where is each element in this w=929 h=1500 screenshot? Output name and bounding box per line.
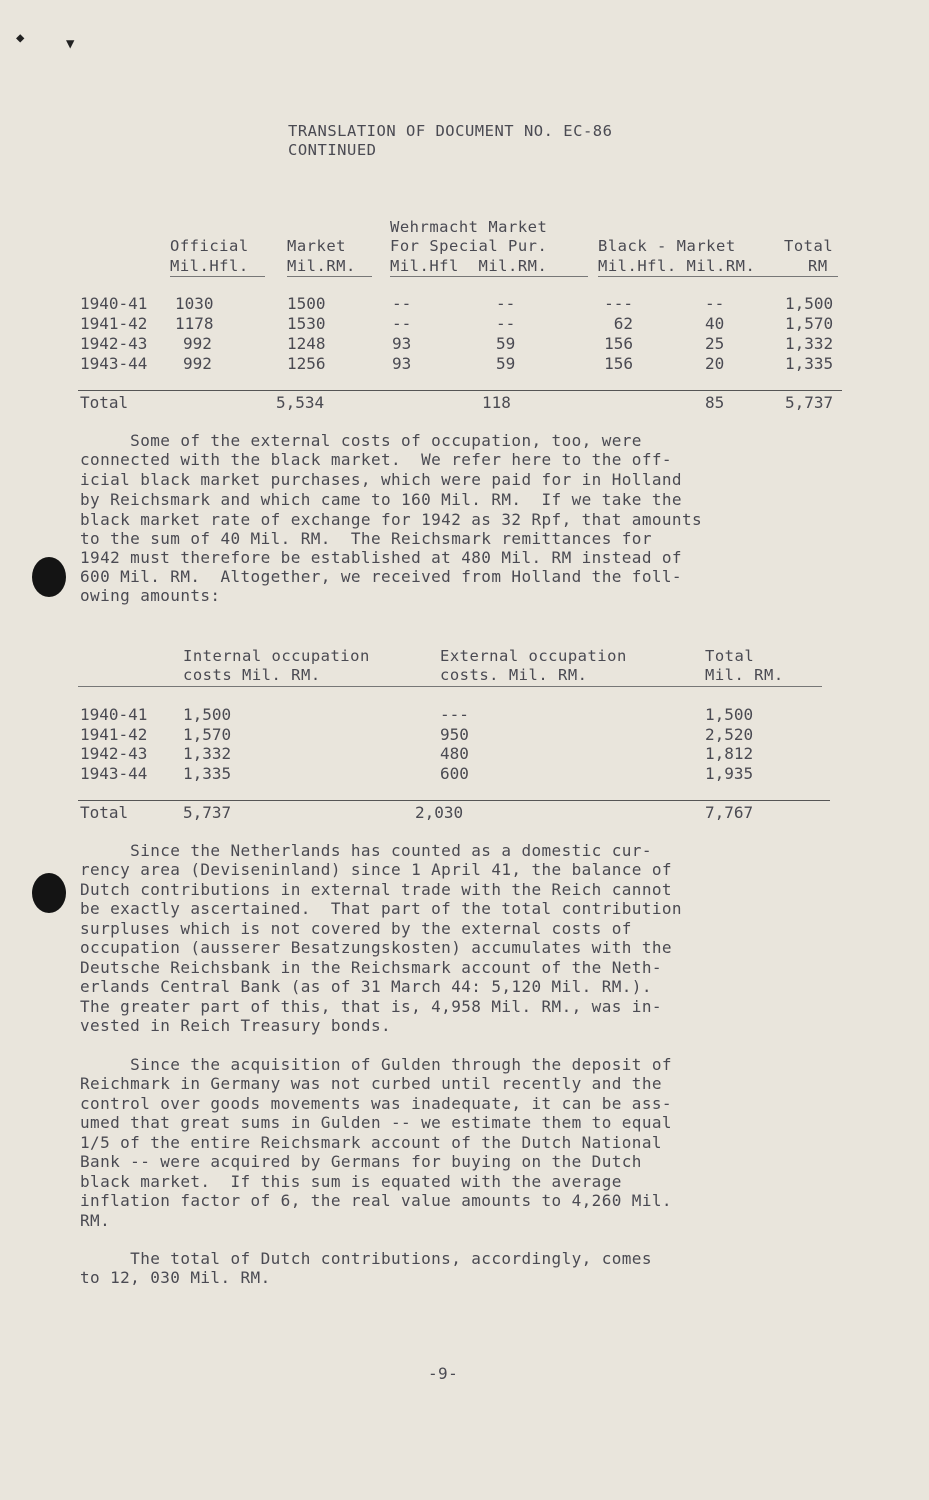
text-line: connected with the black market. We refer here to the off- xyxy=(80,450,672,469)
document-subtitle: CONTINUED xyxy=(288,141,377,159)
t1-cell-bm-hfl: 156 xyxy=(604,334,633,353)
t2-col2-header-line1: External occupation xyxy=(440,647,627,665)
t1-header-underline-4 xyxy=(598,276,838,277)
t2-cell-external: --- xyxy=(440,705,469,724)
t1-cell-wm-rm: 59 xyxy=(496,354,516,373)
text-line: icial black market purchases, which were paid for in Holland xyxy=(80,470,682,489)
t1-cell-official: 992 xyxy=(183,334,212,353)
t1-cell-wm-rm: -- xyxy=(496,294,516,313)
t1-total-wehrmacht: 118 xyxy=(482,393,511,412)
t2-cell-external: 480 xyxy=(440,744,469,763)
text-line: The greater part of this, that is, 4,958 Mil. RM., was in- xyxy=(80,997,662,1016)
t2-col1-header-line2: costs Mil. RM. xyxy=(183,666,321,684)
t1-cell-bm-hfl: 156 xyxy=(604,354,633,373)
t1-total-label: Total xyxy=(80,393,129,412)
t1-cell-market: 1256 xyxy=(287,354,326,373)
t1-total-market: 5,534 xyxy=(276,393,325,412)
t1-cell-year: 1942-43 xyxy=(80,334,148,353)
punch-hole-top xyxy=(32,557,66,597)
t2-total-total: 7,767 xyxy=(705,803,754,822)
text-line: Deutsche Reichsbank in the Reichsmark account of the Neth- xyxy=(80,958,662,977)
t1-cell-bm-rm: 20 xyxy=(705,354,725,373)
t2-cell-internal: 1,332 xyxy=(183,744,232,763)
t1-col1-header-line1: Official xyxy=(170,237,249,255)
t1-col2-header-line2: Mil.RM. xyxy=(287,257,356,275)
t1-cell-wm-rm: 59 xyxy=(496,334,516,353)
t1-cell-official: 1030 xyxy=(175,294,214,313)
t1-col3-header-line1: Wehrmacht Market xyxy=(390,218,548,236)
text-line: black market. If this sum is equated with the average xyxy=(80,1172,622,1191)
t2-cell-total: 2,520 xyxy=(705,724,754,744)
text-line: Since the Netherlands has counted as a domestic cur- xyxy=(80,841,652,860)
text-line: Bank -- were acquired by Germans for buying on the Dutch xyxy=(80,1152,642,1171)
t1-cell-bm-rm: -- xyxy=(705,294,725,313)
text-line: Since the acquisition of Gulden through the deposit of xyxy=(80,1055,672,1074)
text-line: Dutch contributions in external trade with the Reich cannot xyxy=(80,880,672,899)
text-line: Some of the external costs of occupation, too, were xyxy=(80,431,642,450)
t1-cell-wm-rm: -- xyxy=(496,314,516,333)
t1-col3-header-line2: For Special Pur. xyxy=(390,237,548,255)
t1-header-underline-1 xyxy=(170,276,265,277)
t2-cell-total: 1,500 xyxy=(705,705,754,724)
t1-total-black-market: 85 xyxy=(705,393,725,412)
text-line: control over goods movements was inadequate, it can be ass- xyxy=(80,1094,672,1113)
t1-col2-header-line1: Market xyxy=(287,237,346,255)
t2-cell-year: 1943-44 xyxy=(80,763,148,783)
text-line: owing amounts: xyxy=(80,586,221,605)
text-line: Reichmark in Germany was not curbed until recently and the xyxy=(80,1074,662,1093)
t2-cell-external: 950 xyxy=(440,724,469,744)
t1-col3-header-line3: Mil.Hfl Mil.RM. xyxy=(390,257,548,275)
t2-cell-internal: 1,335 xyxy=(183,763,232,783)
t2-col3-header-line2: Mil. RM. xyxy=(705,666,784,684)
t1-cell-official: 1178 xyxy=(175,314,214,333)
t2-cell-year: 1940-41 xyxy=(80,705,148,724)
t2-cell-year: 1942-43 xyxy=(80,744,148,763)
t2-total-label: Total xyxy=(80,803,129,822)
t2-cell-internal: 1,570 xyxy=(183,724,232,744)
text-line: to 12, 030 Mil. RM. xyxy=(80,1268,271,1287)
text-line: RM. xyxy=(80,1211,111,1230)
t1-cell-bm-hfl: --- xyxy=(604,294,633,313)
t2-cell-external: 600 xyxy=(440,763,469,783)
text-line: erlands Central Bank (as of 31 March 44: 5,120 Mil. RM.). xyxy=(80,977,652,996)
text-line: rency area (Deviseninland) since 1 April 41, the balance of xyxy=(80,860,672,879)
t2-header-rule xyxy=(78,686,822,687)
t1-total-rule xyxy=(78,390,842,391)
stray-mark-1: ◆ xyxy=(16,30,25,46)
t1-cell-year: 1941-42 xyxy=(80,314,148,333)
text-line: occupation (ausserer Besatzungskosten) accumulates with the xyxy=(80,938,672,957)
page-number: -9- xyxy=(428,1364,459,1383)
text-line: umed that great sums in Gulden -- we estimate them to equal xyxy=(80,1113,672,1132)
t2-total-rule xyxy=(78,800,830,801)
t2-cell-year: 1941-42 xyxy=(80,724,148,744)
text-line: surpluses which is not covered by the external costs of xyxy=(80,919,632,938)
t1-col5-header-line1: Total xyxy=(784,237,834,255)
t2-col1-header-line1: Internal occupation xyxy=(183,647,370,665)
text-line: vested in Reich Treasury bonds. xyxy=(80,1016,392,1035)
text-line: by Reichsmark and which came to 160 Mil. RM. If we take the xyxy=(80,490,682,509)
punch-hole-bottom xyxy=(32,873,66,913)
t1-cell-year: 1943-44 xyxy=(80,354,148,373)
text-line: inflation factor of 6, the real value amounts to 4,260 Mil. xyxy=(80,1191,672,1210)
text-line: 1/5 of the entire Reichsmark account of the Dutch National xyxy=(80,1133,662,1152)
t1-cell-wm-hfl: 93 xyxy=(392,354,412,373)
t2-col3-header-line1: Total xyxy=(705,647,755,665)
t1-col5-header-line2: RM xyxy=(808,257,828,275)
t1-total-total: 5,737 xyxy=(785,393,834,412)
t2-cell-internal: 1,500 xyxy=(183,705,232,724)
t2-total-internal: 5,737 xyxy=(183,803,232,822)
t2-total-external: 2,030 xyxy=(415,803,464,822)
t1-header-underline-2 xyxy=(287,276,372,277)
t1-cell-bm-rm: 25 xyxy=(705,334,725,353)
document-title: TRANSLATION OF DOCUMENT NO. EC-86 xyxy=(288,122,613,140)
stray-mark-2: ▼ xyxy=(66,36,75,52)
text-line: to the sum of 40 Mil. RM. The Reichsmark remittances for xyxy=(80,529,652,548)
t1-cell-total: 1,335 xyxy=(785,354,834,373)
t1-cell-official: 992 xyxy=(183,354,212,373)
text-line: 600 Mil. RM. Altogether, we received from Holland the foll- xyxy=(80,567,682,586)
t1-cell-bm-hfl: 62 xyxy=(613,314,633,333)
t1-cell-market: 1248 xyxy=(287,334,326,353)
t1-col4-header-line2: Mil.Hfl. Mil.RM. xyxy=(598,257,756,275)
t2-cell-total: 1,812 xyxy=(705,744,754,763)
t1-cell-bm-rm: 40 xyxy=(705,314,725,333)
t1-cell-total: 1,500 xyxy=(785,294,834,313)
t1-cell-market: 1530 xyxy=(287,314,326,333)
t2-cell-total: 1,935 xyxy=(705,763,754,783)
text-line: be exactly ascertained. That part of the total contribution xyxy=(80,899,682,918)
text-line: 1942 must therefore be established at 480 Mil. RM instead of xyxy=(80,548,682,567)
t1-cell-total: 1,332 xyxy=(785,334,834,353)
t1-cell-total: 1,570 xyxy=(785,314,834,333)
t1-cell-wm-hfl: -- xyxy=(392,294,412,313)
t1-cell-year: 1940-41 xyxy=(80,294,148,313)
t1-col1-header-line2: Mil.Hfl. xyxy=(170,257,249,275)
t1-cell-market: 1500 xyxy=(287,294,326,313)
t1-col4-header-line1: Black - Market xyxy=(598,237,736,255)
t1-cell-wm-hfl: 93 xyxy=(392,334,412,353)
t1-header-underline-3 xyxy=(390,276,588,277)
text-line: The total of Dutch contributions, accordingly, comes xyxy=(80,1249,652,1268)
text-line: black market rate of exchange for 1942 as 32 Rpf, that amounts xyxy=(80,510,703,529)
t2-col2-header-line2: costs. Mil. RM. xyxy=(440,666,588,684)
t1-cell-wm-hfl: -- xyxy=(392,314,412,333)
